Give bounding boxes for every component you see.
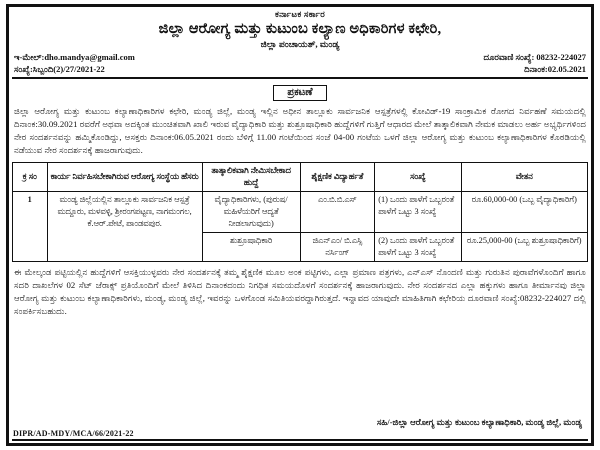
- closing-paragraph: ಈ ಮೇಲ್ಕಂಡ ಪಟ್ಟಿಯಲ್ಲಿನ ಹುದ್ದೆಗಳಿಗೆ ಆಸಕ್ತಿಯುಳ್ಳವರು ನೇರ ಸಂದರ್ಶನಕ್ಕೆ ತಮ್ಮ ಶೈಕ್ಷಣಿಕ ಮೂಲ ಅಂಕ ಪಟ್ಟಿಗಳು, ಎಲ್ಲಾ ಪ್ರಮಾಣ ಪತ್ರಗಳು, ಎನ್‌ಎಸ್ ನೊಂದಣಿ ಮತ್ತು ಗುರುತಿನ ಪುರಾವೆಗಳೊಂದಿಗೆ ಹಾಗೂ ಸದರಿ ದಾಖಲೆಗಳ 02 ಸೆಟ್ ಜೆರಾಕ್ಸ್ ಪ್ರತಿಯೊಂದಿಗೆ ಮೇಲೆ ತಿಳಿಸಿದ ದಿನಾಂಕದಂದು ನಿಗಧಿತ ಸಮಯದೊಳಗೆ ಸಂದರ್ಶನಕ್ಕೆ ಹಾಜರಾಗುವುದು. ನೇರ ಸಂದರ್ಶನದ ಎಲ್ಲಾ ಹಕ್ಕುಗಳು ಹಾಗೂ ತೀರ್ಮಾನವು ಜಿಲ್ಲಾ ಆರೋಗ್ಯ ಮತ್ತು ಕುಟುಂಬ ಕಲ್ಯಾಣಾಧಿಕಾರಿಗಳು, ಮಂಡ್ಯ, ಮಂಡ್ಯ ಜಿಲ್ಲೆ, ಇವರನ್ನು ಒಳಗೊಂಡ ಸಮಿತಿಯವರದ್ದಾಗಿರುತ್ತದೆ. ಇನ್ನಾವದ ಯಾವುದೇ ಮಾಹಿತಿಗಾಗಿ ಕಛೇರಿಯ ದೂರವಾಣಿ ಸಂಖ್ಯೆ:08232-224027 ದಲ್ಲಿ ಸಂಪರ್ಕಿಸಬಹುದು.: [14, 267, 586, 317]
- cell-organisation: ಮಂಡ್ಯ ಜಿಲ್ಲೆಯಲ್ಲಿನ ತಾಲ್ಲೂಕು ಸಾರ್ವಜನಿಕ ಆಸ್ಪತ್ರೆ ಮದ್ದೂರು, ಮಳವಳ್ಳಿ, ಶ್ರೀರಂಗಪಟ್ಟಣ, ನಾಗಮಂಗಲ, ಕೆ.ಆರ್.ಪೇಟೆ, ಪಾಂಡವಪುರ.: [47, 192, 202, 262]
- header-count: ಸಂಖ್ಯೆ: [375, 163, 461, 192]
- cell-qualification: ಎಂ.ಬಿ.ಬಿ.ಎಸ್: [300, 192, 375, 233]
- office-name: ಜಿಲ್ಲಾ ಆರೋಗ್ಯ ಮತ್ತು ಕುಟುಂಬ ಕಲ್ಯಾಣ ಅಧಿಕಾರಿಗಳ ಕಛೇರಿ,: [158, 20, 442, 37]
- intro-paragraph: ಜಿಲ್ಲಾ ಆರೋಗ್ಯ ಮತ್ತು ಕುಟುಂಬ ಕಲ್ಯಾಣಾಧಿಕಾರಿಗಳ ಕಛೇರಿ, ಮಂಡ್ಯ ಜಿಲ್ಲೆ, ಮಂಡ್ಯ ಇಲ್ಲಿನ ಅಧೀನ ತಾಲ್ಲೂಕು ಸಾರ್ವಜನಿಕ ಆಸ್ಪತ್ರೆಗಳಲ್ಲಿ ಕೋವಿಡ್-19 ಸಾಂಕ್ರಾಮಿಕ ರೋಗದ ನಿರ್ವಹಣೆ ಸಮಯದಲ್ಲಿ ದಿನಾಂಕ:30.09.2021 ರವರೆಗೆ ಅಥವಾ ಅದಕ್ಕಿಂತ ಮುಂಚಿತವಾಗಿ ಖಾಲಿ ಇರುವ ವೈದ್ಯಾಧಿಕಾರಿ ಮತ್ತು ಶುಶ್ರೂಷಾಧಿಕಾರಿ ಹುದ್ದೆಗಳಿಗೆ ಗುತ್ತಿಗೆ ಆಧಾರದ ಮೇಲೆ ತಾತ್ಕಾಲಿಕವಾಗಿ ನೇಮಕ ಮಾಡಲು ಅರ್ಹ ಅಭ್ಯರ್ಥಿಗಳಿಂದ ನೇರ ಸಂದರ್ಶನವನ್ನು ಹಮ್ಮಿಕೊಂಡಿದ್ದು, ಆಸಕ್ತರು ದಿನಾಂಕ:06.05.2021 ರಂದು ಬೆಳಿಗ್ಗೆ 11.00 ಗಂಟೆಯಿಂದ ಸಂಜೆ 04-00 ಗಂಟೆಯ ಒಳಗೆ ಜಿಲ್ಲಾ ಆರೋಗ್ಯ ಮತ್ತು ಕುಟುಂಬ ಕಲ್ಯಾಣಾಧಿಕಾರಿಗಳ ಕೊಠಡಿಯಲ್ಲಿ ನಡೆಯುವ ನೇರ ಸಂದರ್ಶನಕ್ಕೆ ಹಾಜರಾಗುವುದು.: [14, 105, 586, 156]
- layout-spacer: [12, 318, 588, 411]
- header-sl-no: ಕ್ರ ಸಂ: [13, 163, 48, 192]
- table-header-row: [13, 163, 588, 192]
- cell-pay: ರೂ.25,000-00 (ಒಬ್ಬ ಶುಶ್ರೂಷಾಧಿಕಾರಿಗೆ): [461, 233, 588, 262]
- reference-row: [12, 64, 588, 75]
- phone-label: ದೂರವಾಣಿ ಸಂಖ್ಯೆ: 08232-224027: [483, 51, 586, 62]
- header-divider: [12, 77, 588, 79]
- office-subtitle: ಜಿಲ್ಲಾ ಪಂಚಾಯತ್, ಮಂಡ್ಯ: [260, 39, 340, 50]
- cell-count: (2) ಒಂದು ಪಾಳೆಗೆ ಒಬ್ಬರಂತೆ ಪಾಳೆಗೆ ಒಟ್ಟು 3 ಸಂಖ್ಯೆ: [375, 233, 461, 262]
- notice-date: ದಿನಾಂಕ:02.05.2021: [524, 63, 586, 74]
- cell-count: (1) ಒಂದು ಪಾಳೆಗೆ ಒಬ್ಬರಂತೆ ಪಾಳೆಗೆ ಒಟ್ಟು 3 ಸಂಖ್ಯೆ: [375, 192, 461, 233]
- vacancy-table: [12, 162, 588, 262]
- cell-sl-no: 1: [13, 192, 48, 262]
- table-row: [13, 192, 588, 233]
- letterhead: [12, 9, 588, 75]
- signature-block: ಸಹಿ/-ಜಿಲ್ಲಾ ಆರೋಗ್ಯ ಮತ್ತು ಕುಟುಂಬ ಕಲ್ಯಾಣಾಧಿಕಾರಿ, ಮಂಡ್ಯ ಜಿಲ್ಲೆ, ಮಂಡ್ಯ: [376, 416, 582, 427]
- cell-qualification: ಜಿಎನ್‌ಎಂ/ ಬಿ.ಎಸ್ಸಿ ನರ್ಸಿಂಗ್: [300, 233, 375, 262]
- title-band: [12, 82, 588, 101]
- header-qualification: ಶೈಕ್ಷಣಿಕ ವಿದ್ಯಾರ್ಹತೆ: [300, 163, 375, 192]
- header-organisation: ಕಾರ್ಯ ನಿರ್ವಹಿಸಬೇಕಾಗಿರುವ ಆರೋಗ್ಯ ಸಂಸ್ಥೆಯ ಹೆಸರು: [47, 163, 202, 192]
- cell-post: ವೈದ್ಯಾಧಿಕಾರಿಗಳು, (ಪುರುಷ/ಮಹಿಳೆಯರಿಗೆ ಆದ್ಯತೆ ನೀಡಲಾಗುವುದು): [202, 192, 300, 233]
- government-name: ಕರ್ನಾಟಕ ಸರ್ಕಾರ: [274, 9, 326, 19]
- email-label: ಇ-ಮೇಲ್:dho.mandya@gmail.com: [14, 51, 135, 62]
- page-title: ಪ್ರಕಟಣೆ: [273, 85, 326, 101]
- cell-pay: ರೂ.60,000-00 (ಒಬ್ಬ ವೈದ್ಯಾಧಿಕಾರಿಗೆ): [461, 192, 588, 233]
- header-pay: ವೇತನ: [461, 163, 588, 192]
- reference-number: ಸಂಖ್ಯೆ:ಸಿಬ್ಬಂದಿ(2)/27/2021-22: [14, 63, 105, 74]
- cell-post: ಶುಶ್ರೂಷಾಧಿಕಾರಿ: [202, 233, 300, 262]
- footer-divider: [12, 439, 588, 441]
- notice-content: [12, 9, 588, 441]
- dipr-reference: DIPR/AD-MDY/MCA/66/2021-22: [13, 429, 134, 438]
- header-post: ತಾತ್ಕಾಲಿಕವಾಗಿ ನೇಮಿಸಬೇಕಾದ ಹುದ್ದೆ: [202, 163, 300, 192]
- contact-row: [12, 52, 588, 63]
